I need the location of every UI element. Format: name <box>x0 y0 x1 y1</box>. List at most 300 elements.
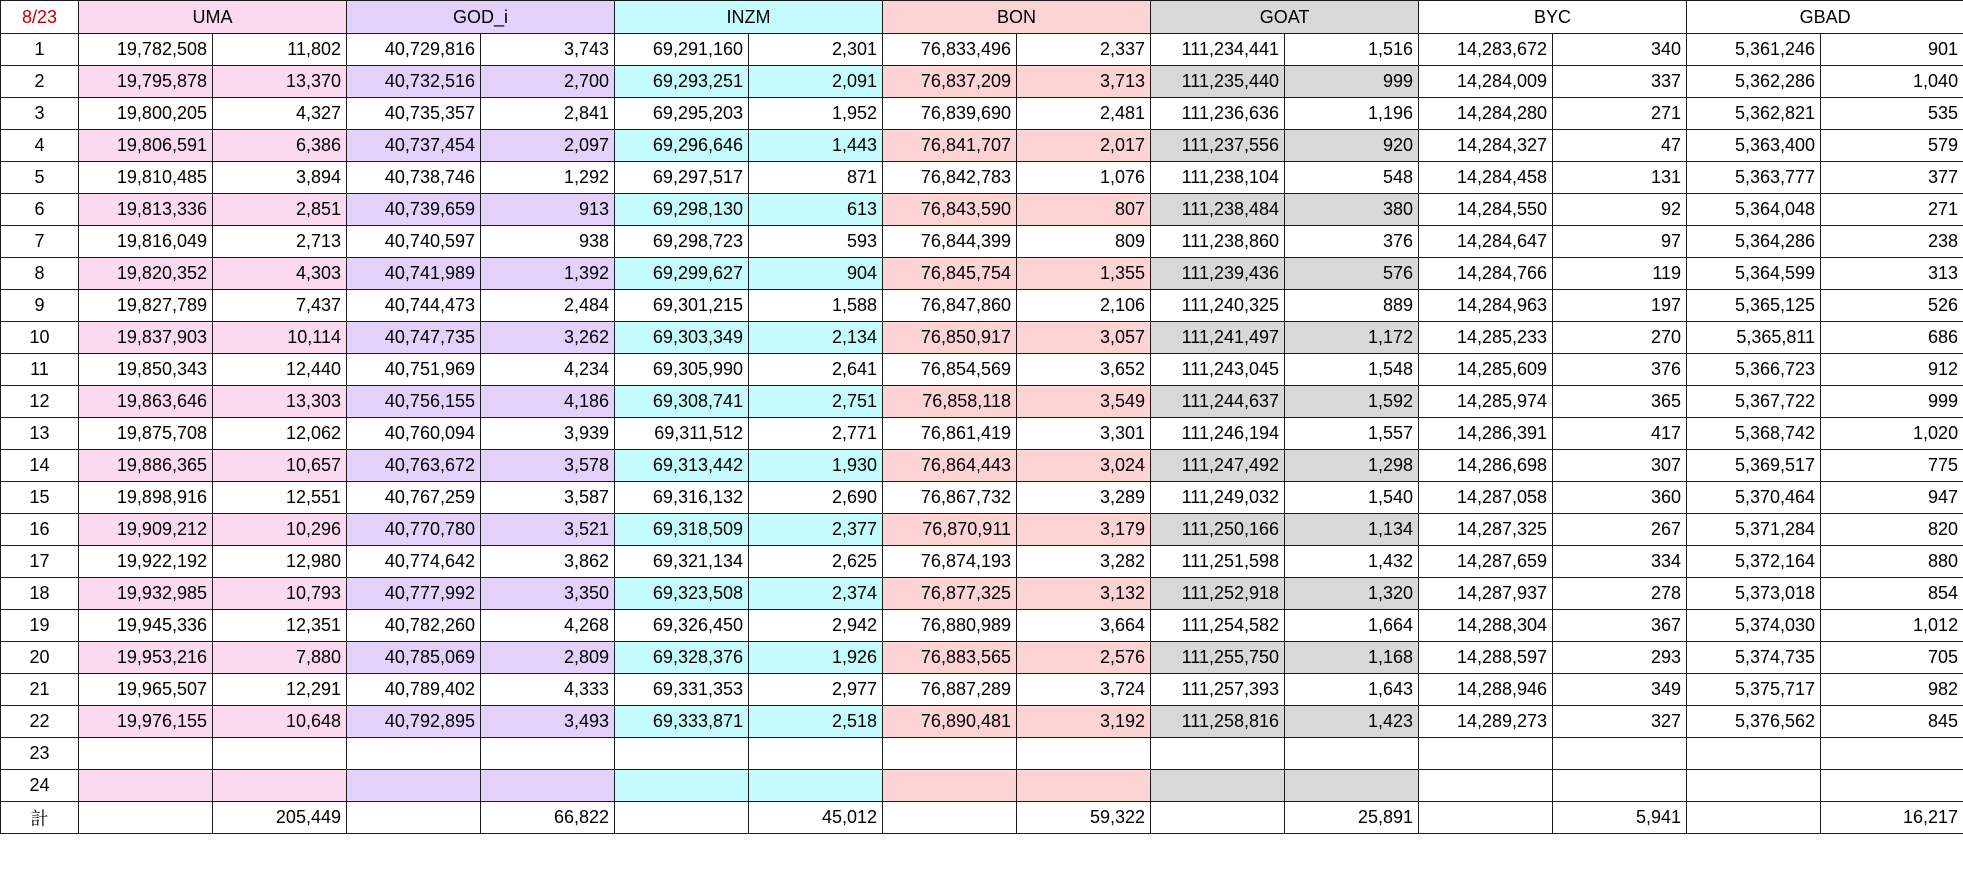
cumulative-count-cell[interactable] <box>1687 770 1821 802</box>
hourly-increase-cell[interactable]: 2,625 <box>749 546 883 578</box>
cumulative-count-cell[interactable]: 40,777,992 <box>347 578 481 610</box>
cumulative-count-cell[interactable]: 69,313,442 <box>615 450 749 482</box>
group-header-bon[interactable]: BON <box>883 1 1151 34</box>
hourly-increase-cell[interactable]: 1,168 <box>1285 642 1419 674</box>
cumulative-count-cell[interactable]: 5,367,722 <box>1687 386 1821 418</box>
hour-label[interactable]: 12 <box>1 386 79 418</box>
cumulative-count-cell[interactable]: 76,867,732 <box>883 482 1017 514</box>
group-total-cell[interactable]: 66,822 <box>481 802 615 834</box>
cumulative-count-cell[interactable]: 19,932,985 <box>79 578 213 610</box>
cumulative-count-cell[interactable]: 40,737,454 <box>347 130 481 162</box>
hourly-increase-cell[interactable]: 938 <box>481 226 615 258</box>
hourly-increase-cell[interactable]: 535 <box>1821 98 1963 130</box>
cumulative-count-cell[interactable]: 5,375,717 <box>1687 674 1821 706</box>
hourly-increase-cell[interactable] <box>1821 738 1963 770</box>
cumulative-count-cell[interactable]: 14,285,974 <box>1419 386 1553 418</box>
hourly-increase-cell[interactable]: 901 <box>1821 34 1963 66</box>
hourly-increase-cell[interactable]: 337 <box>1553 66 1687 98</box>
cumulative-count-cell[interactable]: 69,303,349 <box>615 322 749 354</box>
cumulative-count-cell[interactable]: 69,333,871 <box>615 706 749 738</box>
cumulative-count-cell[interactable]: 5,369,517 <box>1687 450 1821 482</box>
hourly-increase-cell[interactable]: 2,377 <box>749 514 883 546</box>
hourly-increase-cell[interactable]: 12,062 <box>213 418 347 450</box>
hour-label[interactable]: 5 <box>1 162 79 194</box>
cumulative-count-cell[interactable]: 14,287,325 <box>1419 514 1553 546</box>
hourly-increase-cell[interactable]: 871 <box>749 162 883 194</box>
hourly-increase-cell[interactable]: 307 <box>1553 450 1687 482</box>
hourly-increase-cell[interactable]: 3,743 <box>481 34 615 66</box>
hourly-increase-cell[interactable]: 1,392 <box>481 258 615 290</box>
cumulative-count-cell[interactable]: 19,810,485 <box>79 162 213 194</box>
cumulative-count-cell[interactable]: 14,286,698 <box>1419 450 1553 482</box>
total-empty-cell[interactable] <box>1151 802 1285 834</box>
hourly-increase-cell[interactable]: 2,481 <box>1017 98 1151 130</box>
cumulative-count-cell[interactable]: 76,870,911 <box>883 514 1017 546</box>
hourly-increase-cell[interactable]: 912 <box>1821 354 1963 386</box>
cumulative-count-cell[interactable]: 19,875,708 <box>79 418 213 450</box>
cumulative-count-cell[interactable] <box>615 738 749 770</box>
hourly-increase-cell[interactable]: 3,493 <box>481 706 615 738</box>
cumulative-count-cell[interactable]: 14,284,963 <box>1419 290 1553 322</box>
group-total-cell[interactable]: 5,941 <box>1553 802 1687 834</box>
cumulative-count-cell[interactable]: 19,800,205 <box>79 98 213 130</box>
cumulative-count-cell[interactable]: 40,770,780 <box>347 514 481 546</box>
cumulative-count-cell[interactable]: 40,760,094 <box>347 418 481 450</box>
cumulative-count-cell[interactable]: 5,364,048 <box>1687 194 1821 226</box>
hourly-increase-cell[interactable]: 2,374 <box>749 578 883 610</box>
hourly-increase-cell[interactable]: 2,097 <box>481 130 615 162</box>
hourly-increase-cell[interactable]: 1,592 <box>1285 386 1419 418</box>
hourly-increase-cell[interactable]: 97 <box>1553 226 1687 258</box>
hourly-increase-cell[interactable]: 775 <box>1821 450 1963 482</box>
hourly-increase-cell[interactable]: 2,484 <box>481 290 615 322</box>
hourly-increase-cell[interactable]: 380 <box>1285 194 1419 226</box>
hourly-increase-cell[interactable]: 4,268 <box>481 610 615 642</box>
cumulative-count-cell[interactable]: 19,806,591 <box>79 130 213 162</box>
hourly-increase-cell[interactable]: 2,713 <box>213 226 347 258</box>
hourly-increase-cell[interactable]: 271 <box>1821 194 1963 226</box>
group-total-cell[interactable]: 45,012 <box>749 802 883 834</box>
hourly-increase-cell[interactable] <box>213 770 347 802</box>
cumulative-count-cell[interactable]: 40,738,746 <box>347 162 481 194</box>
cumulative-count-cell[interactable]: 14,289,273 <box>1419 706 1553 738</box>
cumulative-count-cell[interactable]: 14,288,946 <box>1419 674 1553 706</box>
hourly-increase-cell[interactable]: 686 <box>1821 322 1963 354</box>
cumulative-count-cell[interactable]: 76,874,193 <box>883 546 1017 578</box>
cumulative-count-cell[interactable]: 5,368,742 <box>1687 418 1821 450</box>
cumulative-count-cell[interactable]: 19,813,336 <box>79 194 213 226</box>
cumulative-count-cell[interactable]: 69,301,215 <box>615 290 749 322</box>
cumulative-count-cell[interactable]: 111,258,816 <box>1151 706 1285 738</box>
cumulative-count-cell[interactable]: 111,234,441 <box>1151 34 1285 66</box>
cumulative-count-cell[interactable]: 5,362,821 <box>1687 98 1821 130</box>
hourly-increase-cell[interactable]: 3,289 <box>1017 482 1151 514</box>
hourly-increase-cell[interactable]: 1,926 <box>749 642 883 674</box>
hour-label[interactable]: 2 <box>1 66 79 98</box>
hourly-increase-cell[interactable] <box>1821 770 1963 802</box>
hourly-increase-cell[interactable]: 340 <box>1553 34 1687 66</box>
cumulative-count-cell[interactable]: 76,847,860 <box>883 290 1017 322</box>
cumulative-count-cell[interactable]: 76,854,569 <box>883 354 1017 386</box>
hourly-increase-cell[interactable]: 3,578 <box>481 450 615 482</box>
hour-label[interactable]: 15 <box>1 482 79 514</box>
hour-label[interactable]: 16 <box>1 514 79 546</box>
cumulative-count-cell[interactable]: 19,909,212 <box>79 514 213 546</box>
hourly-increase-cell[interactable]: 1,643 <box>1285 674 1419 706</box>
hourly-increase-cell[interactable] <box>481 738 615 770</box>
hourly-increase-cell[interactable]: 3,724 <box>1017 674 1151 706</box>
hourly-increase-cell[interactable]: 2,977 <box>749 674 883 706</box>
hour-label[interactable]: 7 <box>1 226 79 258</box>
hour-label[interactable]: 6 <box>1 194 79 226</box>
cumulative-count-cell[interactable]: 40,735,357 <box>347 98 481 130</box>
hourly-increase-cell[interactable]: 809 <box>1017 226 1151 258</box>
hourly-increase-cell[interactable]: 12,440 <box>213 354 347 386</box>
cumulative-count-cell[interactable]: 76,861,419 <box>883 418 1017 450</box>
cumulative-count-cell[interactable]: 69,318,509 <box>615 514 749 546</box>
cumulative-count-cell[interactable]: 40,751,969 <box>347 354 481 386</box>
hourly-increase-cell[interactable]: 1,012 <box>1821 610 1963 642</box>
cumulative-count-cell[interactable]: 40,792,895 <box>347 706 481 738</box>
total-label[interactable]: 計 <box>1 802 79 834</box>
hourly-increase-cell[interactable]: 2,841 <box>481 98 615 130</box>
cumulative-count-cell[interactable]: 5,362,286 <box>1687 66 1821 98</box>
hourly-increase-cell[interactable]: 1,020 <box>1821 418 1963 450</box>
cumulative-count-cell[interactable]: 5,373,018 <box>1687 578 1821 610</box>
hourly-increase-cell[interactable]: 3,192 <box>1017 706 1151 738</box>
group-total-cell[interactable]: 25,891 <box>1285 802 1419 834</box>
hourly-increase-cell[interactable]: 3,179 <box>1017 514 1151 546</box>
hourly-increase-cell[interactable]: 3,862 <box>481 546 615 578</box>
cumulative-count-cell[interactable]: 69,299,627 <box>615 258 749 290</box>
hourly-increase-cell[interactable]: 7,437 <box>213 290 347 322</box>
hourly-increase-cell[interactable]: 367 <box>1553 610 1687 642</box>
hourly-increase-cell[interactable]: 4,186 <box>481 386 615 418</box>
group-header-inzm[interactable]: INZM <box>615 1 883 34</box>
cumulative-count-cell[interactable]: 14,285,233 <box>1419 322 1553 354</box>
hourly-increase-cell[interactable]: 313 <box>1821 258 1963 290</box>
cumulative-count-cell[interactable]: 76,842,783 <box>883 162 1017 194</box>
cumulative-count-cell[interactable]: 14,284,327 <box>1419 130 1553 162</box>
cumulative-count-cell[interactable]: 76,841,707 <box>883 130 1017 162</box>
hourly-increase-cell[interactable]: 1,664 <box>1285 610 1419 642</box>
cumulative-count-cell[interactable]: 14,284,550 <box>1419 194 1553 226</box>
cumulative-count-cell[interactable]: 19,886,365 <box>79 450 213 482</box>
cumulative-count-cell[interactable] <box>347 770 481 802</box>
cumulative-count-cell[interactable]: 40,774,642 <box>347 546 481 578</box>
hourly-increase-cell[interactable]: 845 <box>1821 706 1963 738</box>
cumulative-count-cell[interactable]: 19,850,343 <box>79 354 213 386</box>
total-empty-cell[interactable] <box>615 802 749 834</box>
hour-label[interactable]: 8 <box>1 258 79 290</box>
cumulative-count-cell[interactable]: 69,316,132 <box>615 482 749 514</box>
cumulative-count-cell[interactable] <box>615 770 749 802</box>
cumulative-count-cell[interactable]: 40,789,402 <box>347 674 481 706</box>
cumulative-count-cell[interactable]: 5,371,284 <box>1687 514 1821 546</box>
cumulative-count-cell[interactable]: 111,257,393 <box>1151 674 1285 706</box>
hourly-increase-cell[interactable]: 904 <box>749 258 883 290</box>
hourly-increase-cell[interactable]: 377 <box>1821 162 1963 194</box>
hourly-increase-cell[interactable]: 3,939 <box>481 418 615 450</box>
hourly-increase-cell[interactable]: 2,851 <box>213 194 347 226</box>
cumulative-count-cell[interactable]: 14,284,280 <box>1419 98 1553 130</box>
hourly-increase-cell[interactable]: 349 <box>1553 674 1687 706</box>
cumulative-count-cell[interactable]: 69,295,203 <box>615 98 749 130</box>
cumulative-count-cell[interactable]: 76,858,118 <box>883 386 1017 418</box>
cumulative-count-cell[interactable]: 19,922,192 <box>79 546 213 578</box>
cumulative-count-cell[interactable]: 40,732,516 <box>347 66 481 98</box>
group-header-uma[interactable]: UMA <box>79 1 347 34</box>
cumulative-count-cell[interactable]: 76,883,565 <box>883 642 1017 674</box>
hourly-increase-cell[interactable]: 3,057 <box>1017 322 1151 354</box>
hour-label[interactable]: 21 <box>1 674 79 706</box>
cumulative-count-cell[interactable]: 40,729,816 <box>347 34 481 66</box>
cumulative-count-cell[interactable]: 5,372,164 <box>1687 546 1821 578</box>
hourly-increase-cell[interactable]: 2,641 <box>749 354 883 386</box>
cumulative-count-cell[interactable]: 111,244,637 <box>1151 386 1285 418</box>
cumulative-count-cell[interactable]: 111,247,492 <box>1151 450 1285 482</box>
hour-label[interactable]: 4 <box>1 130 79 162</box>
cumulative-count-cell[interactable]: 19,816,049 <box>79 226 213 258</box>
hourly-increase-cell[interactable]: 13,303 <box>213 386 347 418</box>
hourly-increase-cell[interactable]: 10,793 <box>213 578 347 610</box>
cumulative-count-cell[interactable] <box>1419 738 1553 770</box>
hourly-increase-cell[interactable]: 267 <box>1553 514 1687 546</box>
cumulative-count-cell[interactable]: 19,976,155 <box>79 706 213 738</box>
hourly-increase-cell[interactable]: 1,557 <box>1285 418 1419 450</box>
hourly-increase-cell[interactable]: 889 <box>1285 290 1419 322</box>
hourly-increase-cell[interactable]: 913 <box>481 194 615 226</box>
cumulative-count-cell[interactable]: 111,243,045 <box>1151 354 1285 386</box>
hour-label[interactable]: 1 <box>1 34 79 66</box>
total-empty-cell[interactable] <box>347 802 481 834</box>
cumulative-count-cell[interactable] <box>1687 738 1821 770</box>
cumulative-count-cell[interactable]: 69,331,353 <box>615 674 749 706</box>
cumulative-count-cell[interactable]: 19,898,916 <box>79 482 213 514</box>
hourly-increase-cell[interactable]: 334 <box>1553 546 1687 578</box>
group-header-byc[interactable]: BYC <box>1419 1 1687 34</box>
hourly-increase-cell[interactable]: 293 <box>1553 642 1687 674</box>
hourly-increase-cell[interactable]: 92 <box>1553 194 1687 226</box>
hourly-increase-cell[interactable]: 1,172 <box>1285 322 1419 354</box>
hourly-increase-cell[interactable]: 1,040 <box>1821 66 1963 98</box>
hourly-increase-cell[interactable]: 2,809 <box>481 642 615 674</box>
hourly-increase-cell[interactable]: 417 <box>1553 418 1687 450</box>
cumulative-count-cell[interactable]: 14,288,597 <box>1419 642 1553 674</box>
cumulative-count-cell[interactable]: 19,827,789 <box>79 290 213 322</box>
hourly-increase-cell[interactable]: 119 <box>1553 258 1687 290</box>
hourly-increase-cell[interactable] <box>749 738 883 770</box>
cumulative-count-cell[interactable]: 40,747,735 <box>347 322 481 354</box>
hourly-increase-cell[interactable]: 3,894 <box>213 162 347 194</box>
cumulative-count-cell[interactable]: 40,785,069 <box>347 642 481 674</box>
hourly-increase-cell[interactable]: 197 <box>1553 290 1687 322</box>
cumulative-count-cell[interactable]: 111,254,582 <box>1151 610 1285 642</box>
cumulative-count-cell[interactable]: 111,240,325 <box>1151 290 1285 322</box>
hour-label[interactable]: 3 <box>1 98 79 130</box>
cumulative-count-cell[interactable]: 111,251,598 <box>1151 546 1285 578</box>
hourly-increase-cell[interactable]: 807 <box>1017 194 1151 226</box>
hourly-increase-cell[interactable]: 1,952 <box>749 98 883 130</box>
hour-label[interactable]: 11 <box>1 354 79 386</box>
cumulative-count-cell[interactable]: 5,374,030 <box>1687 610 1821 642</box>
cumulative-count-cell[interactable]: 69,323,508 <box>615 578 749 610</box>
cumulative-count-cell[interactable]: 14,285,609 <box>1419 354 1553 386</box>
cumulative-count-cell[interactable]: 69,326,450 <box>615 610 749 642</box>
hourly-increase-cell[interactable]: 3,132 <box>1017 578 1151 610</box>
hourly-increase-cell[interactable]: 579 <box>1821 130 1963 162</box>
cumulative-count-cell[interactable]: 19,795,878 <box>79 66 213 98</box>
cumulative-count-cell[interactable]: 111,238,104 <box>1151 162 1285 194</box>
cumulative-count-cell[interactable]: 5,364,599 <box>1687 258 1821 290</box>
cumulative-count-cell[interactable]: 69,298,723 <box>615 226 749 258</box>
hourly-increase-cell[interactable]: 3,664 <box>1017 610 1151 642</box>
hourly-increase-cell[interactable]: 7,880 <box>213 642 347 674</box>
cumulative-count-cell[interactable]: 14,286,391 <box>1419 418 1553 450</box>
hourly-increase-cell[interactable]: 3,282 <box>1017 546 1151 578</box>
hourly-increase-cell[interactable]: 820 <box>1821 514 1963 546</box>
hourly-increase-cell[interactable]: 1,540 <box>1285 482 1419 514</box>
cumulative-count-cell[interactable]: 14,287,659 <box>1419 546 1553 578</box>
cumulative-count-cell[interactable]: 69,298,130 <box>615 194 749 226</box>
hourly-increase-cell[interactable]: 2,690 <box>749 482 883 514</box>
hourly-increase-cell[interactable]: 2,301 <box>749 34 883 66</box>
cumulative-count-cell[interactable]: 5,370,464 <box>1687 482 1821 514</box>
cumulative-count-cell[interactable]: 40,740,597 <box>347 226 481 258</box>
hourly-increase-cell[interactable]: 705 <box>1821 642 1963 674</box>
hourly-increase-cell[interactable]: 3,652 <box>1017 354 1151 386</box>
hourly-increase-cell[interactable]: 12,980 <box>213 546 347 578</box>
hourly-increase-cell[interactable]: 6,386 <box>213 130 347 162</box>
cumulative-count-cell[interactable]: 40,741,989 <box>347 258 481 290</box>
group-total-cell[interactable]: 205,449 <box>213 802 347 834</box>
hourly-increase-cell[interactable]: 4,327 <box>213 98 347 130</box>
hourly-increase-cell[interactable]: 947 <box>1821 482 1963 514</box>
hourly-increase-cell[interactable]: 1,548 <box>1285 354 1419 386</box>
cumulative-count-cell[interactable]: 111,249,032 <box>1151 482 1285 514</box>
cumulative-count-cell[interactable]: 111,235,440 <box>1151 66 1285 98</box>
hourly-increase-cell[interactable]: 1,298 <box>1285 450 1419 482</box>
hourly-increase-cell[interactable] <box>1017 738 1151 770</box>
cumulative-count-cell[interactable]: 76,887,289 <box>883 674 1017 706</box>
hourly-increase-cell[interactable]: 880 <box>1821 546 1963 578</box>
hour-label[interactable]: 23 <box>1 738 79 770</box>
hourly-increase-cell[interactable]: 10,114 <box>213 322 347 354</box>
hourly-increase-cell[interactable]: 2,091 <box>749 66 883 98</box>
cumulative-count-cell[interactable]: 14,284,458 <box>1419 162 1553 194</box>
hourly-increase-cell[interactable]: 12,551 <box>213 482 347 514</box>
cumulative-count-cell[interactable]: 69,291,160 <box>615 34 749 66</box>
hourly-increase-cell[interactable]: 593 <box>749 226 883 258</box>
cumulative-count-cell[interactable]: 19,837,903 <box>79 322 213 354</box>
hourly-increase-cell[interactable]: 999 <box>1821 386 1963 418</box>
cumulative-count-cell[interactable]: 40,756,155 <box>347 386 481 418</box>
hourly-increase-cell[interactable]: 4,303 <box>213 258 347 290</box>
hourly-increase-cell[interactable]: 1,432 <box>1285 546 1419 578</box>
hourly-increase-cell[interactable]: 271 <box>1553 98 1687 130</box>
hour-label[interactable]: 22 <box>1 706 79 738</box>
hourly-increase-cell[interactable]: 2,576 <box>1017 642 1151 674</box>
cumulative-count-cell[interactable]: 69,308,741 <box>615 386 749 418</box>
cumulative-count-cell[interactable]: 76,864,443 <box>883 450 1017 482</box>
cumulative-count-cell[interactable]: 5,363,777 <box>1687 162 1821 194</box>
hourly-increase-cell[interactable]: 376 <box>1553 354 1687 386</box>
hour-label[interactable]: 19 <box>1 610 79 642</box>
cumulative-count-cell[interactable]: 14,287,058 <box>1419 482 1553 514</box>
cumulative-count-cell[interactable] <box>1151 770 1285 802</box>
cumulative-count-cell[interactable]: 111,241,497 <box>1151 322 1285 354</box>
hourly-increase-cell[interactable]: 2,771 <box>749 418 883 450</box>
hourly-increase-cell[interactable]: 131 <box>1553 162 1687 194</box>
cumulative-count-cell[interactable]: 69,305,990 <box>615 354 749 386</box>
total-empty-cell[interactable] <box>883 802 1017 834</box>
cumulative-count-cell[interactable] <box>79 738 213 770</box>
cumulative-count-cell[interactable]: 19,820,352 <box>79 258 213 290</box>
hourly-increase-cell[interactable]: 365 <box>1553 386 1687 418</box>
hourly-increase-cell[interactable]: 1,076 <box>1017 162 1151 194</box>
cumulative-count-cell[interactable]: 40,744,473 <box>347 290 481 322</box>
cumulative-count-cell[interactable]: 5,374,735 <box>1687 642 1821 674</box>
cumulative-count-cell[interactable]: 14,284,009 <box>1419 66 1553 98</box>
cumulative-count-cell[interactable] <box>883 738 1017 770</box>
group-total-cell[interactable]: 59,322 <box>1017 802 1151 834</box>
hourly-increase-cell[interactable]: 576 <box>1285 258 1419 290</box>
hourly-increase-cell[interactable] <box>481 770 615 802</box>
hourly-increase-cell[interactable] <box>1017 770 1151 802</box>
hourly-increase-cell[interactable]: 47 <box>1553 130 1687 162</box>
hourly-increase-cell[interactable]: 920 <box>1285 130 1419 162</box>
hourly-increase-cell[interactable]: 3,262 <box>481 322 615 354</box>
cumulative-count-cell[interactable]: 14,283,672 <box>1419 34 1553 66</box>
hourly-increase-cell[interactable]: 3,549 <box>1017 386 1151 418</box>
cumulative-count-cell[interactable]: 76,837,209 <box>883 66 1017 98</box>
hourly-increase-cell[interactable]: 12,351 <box>213 610 347 642</box>
hourly-increase-cell[interactable]: 2,337 <box>1017 34 1151 66</box>
cumulative-count-cell[interactable]: 40,782,260 <box>347 610 481 642</box>
cumulative-count-cell[interactable]: 69,296,646 <box>615 130 749 162</box>
hourly-increase-cell[interactable]: 3,713 <box>1017 66 1151 98</box>
hourly-increase-cell[interactable]: 526 <box>1821 290 1963 322</box>
hour-label[interactable]: 17 <box>1 546 79 578</box>
hour-label[interactable]: 14 <box>1 450 79 482</box>
hourly-increase-cell[interactable]: 1,930 <box>749 450 883 482</box>
total-empty-cell[interactable] <box>1419 802 1553 834</box>
hourly-increase-cell[interactable]: 270 <box>1553 322 1687 354</box>
hourly-increase-cell[interactable] <box>1553 738 1687 770</box>
hourly-increase-cell[interactable]: 1,443 <box>749 130 883 162</box>
cumulative-count-cell[interactable]: 19,965,507 <box>79 674 213 706</box>
cumulative-count-cell[interactable]: 19,782,508 <box>79 34 213 66</box>
hourly-increase-cell[interactable] <box>1285 770 1419 802</box>
hourly-increase-cell[interactable]: 1,588 <box>749 290 883 322</box>
cumulative-count-cell[interactable]: 111,246,194 <box>1151 418 1285 450</box>
cumulative-count-cell[interactable]: 5,361,246 <box>1687 34 1821 66</box>
cumulative-count-cell[interactable]: 14,288,304 <box>1419 610 1553 642</box>
cumulative-count-cell[interactable]: 111,239,436 <box>1151 258 1285 290</box>
cumulative-count-cell[interactable]: 14,287,937 <box>1419 578 1553 610</box>
cumulative-count-cell[interactable]: 76,877,325 <box>883 578 1017 610</box>
hourly-increase-cell[interactable]: 238 <box>1821 226 1963 258</box>
cumulative-count-cell[interactable] <box>1419 770 1553 802</box>
hourly-increase-cell[interactable] <box>1553 770 1687 802</box>
cumulative-count-cell[interactable]: 111,250,166 <box>1151 514 1285 546</box>
hour-label[interactable]: 18 <box>1 578 79 610</box>
cumulative-count-cell[interactable]: 14,284,766 <box>1419 258 1553 290</box>
cumulative-count-cell[interactable]: 69,328,376 <box>615 642 749 674</box>
hour-label[interactable]: 10 <box>1 322 79 354</box>
hour-label[interactable]: 24 <box>1 770 79 802</box>
cumulative-count-cell[interactable]: 19,945,336 <box>79 610 213 642</box>
